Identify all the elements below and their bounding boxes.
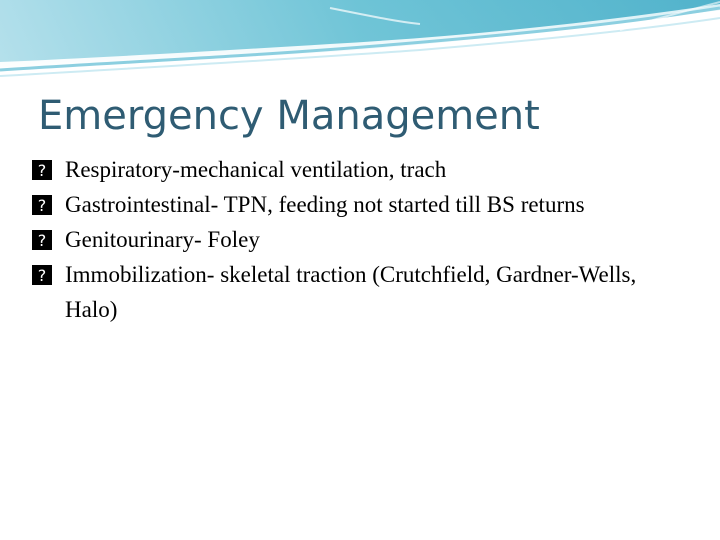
svg-text:?: ? (37, 195, 47, 215)
bullet-item (30, 222, 690, 257)
slide-title: Emergency Management (38, 93, 540, 139)
replacement-character-icon (30, 222, 65, 257)
replacement-character-icon (30, 187, 65, 222)
svg-text:?: ? (37, 265, 47, 285)
bullet-text: Genitourinary- Foley (65, 227, 260, 252)
header-wave-decoration (0, 0, 720, 100)
bullet-text: Gastrointestinal- TPN, feeding not started till BS returns (65, 192, 585, 217)
replacement-character-icon (30, 257, 65, 292)
svg-text:?: ? (37, 160, 47, 180)
svg-text:?: ? (37, 230, 47, 250)
bullet-item (30, 152, 690, 187)
bullet-text: Immobilization- skeletal traction (Crutchfield, Gardner-Wells, Halo) (65, 262, 637, 322)
replacement-character-icon (30, 152, 65, 187)
bullet-item (30, 187, 690, 222)
bullet-item (30, 257, 690, 327)
bullet-text: Respiratory-mechanical ventilation, trach (65, 157, 447, 182)
bullet-list (30, 152, 690, 327)
